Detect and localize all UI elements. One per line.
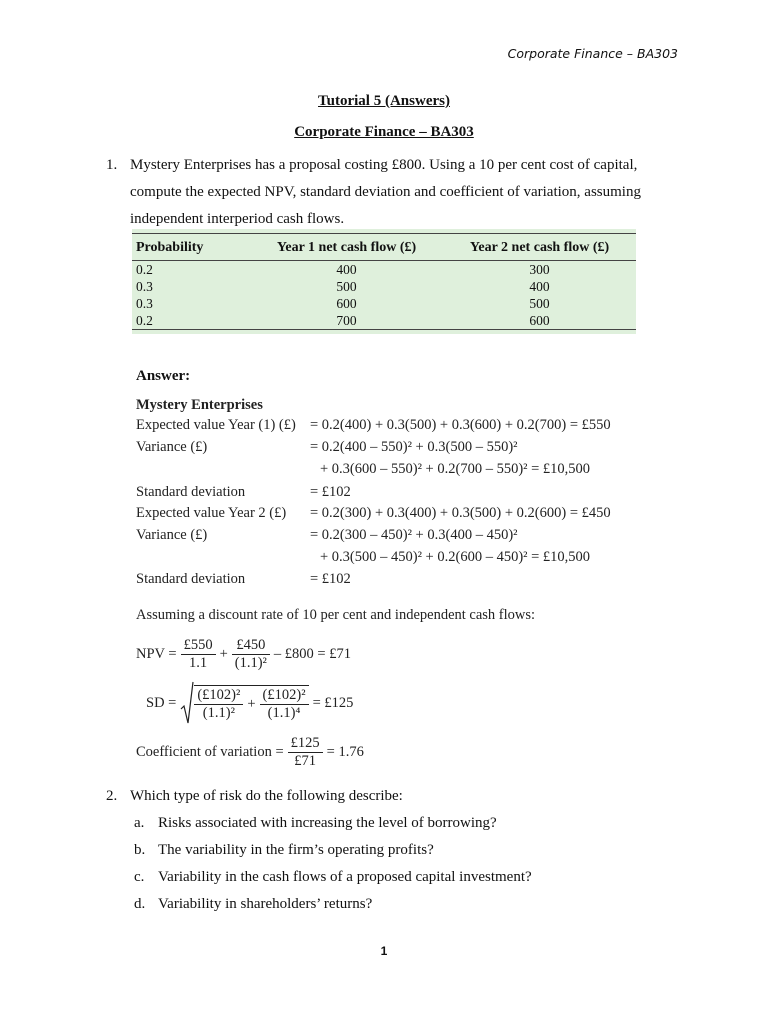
list-letter: b.: [134, 842, 146, 858]
sd2-value: = £102: [310, 571, 351, 587]
plus-sign: +: [219, 645, 228, 662]
table-cell: 0.2: [132, 312, 250, 330]
fraction: [232, 637, 270, 672]
denominator: 1.1: [189, 654, 208, 671]
numerator: £450: [232, 637, 270, 655]
table-cell: 500: [336, 278, 357, 294]
question-text: [130, 152, 650, 233]
table-row: [132, 261, 636, 279]
var2-label: Variance (£): [136, 527, 208, 543]
npv-result: – £800 = £71: [273, 645, 351, 662]
ev1-value: = 0.2(400) + 0.3(500) + 0.3(600) + 0.2(700) = £550: [310, 417, 611, 433]
question-line: compute the expected NPV, standard deviation and coefficient of variation, assuming: [130, 184, 641, 200]
table-cell: 0.3: [136, 295, 153, 311]
table-cell: 600: [336, 295, 357, 311]
cv-label: Coefficient of variation =: [136, 743, 284, 760]
var1-line-a: = 0.2(400 – 550)² + 0.3(500 – 550)²: [310, 439, 518, 455]
list-item: Risks associated with increasing the level of borrowing?: [158, 815, 497, 831]
page-number: 1: [380, 944, 388, 958]
numerator: (£102)²: [194, 687, 243, 705]
probability-table: [132, 229, 636, 334]
ev1-label: Expected value Year (1) (£): [136, 417, 296, 433]
denominator: £71: [294, 752, 317, 769]
numerator: (£102)²: [260, 687, 309, 705]
table-header: Year 1 net cash flow (£): [250, 234, 443, 261]
fraction: [194, 687, 243, 722]
solution-heading: Mystery Enterprises: [136, 397, 263, 413]
table-cell: 600: [443, 312, 636, 330]
question-number: 1.: [106, 157, 118, 173]
list-letter: a.: [134, 815, 145, 831]
sd1-label: Standard deviation: [136, 484, 246, 500]
table-cell: 700: [250, 312, 443, 330]
cv-formula: [136, 733, 364, 771]
var2-line-b: + 0.3(500 – 450)² + 0.2(600 – 450)² = £10,500: [320, 549, 591, 565]
npv-formula: [136, 635, 351, 673]
sd1-value: = £102: [310, 484, 351, 500]
fraction: [260, 687, 309, 722]
var2-line-a: = 0.2(300 – 450)² + 0.3(400 – 450)²: [310, 527, 518, 543]
sd-formula: [146, 680, 353, 726]
denominator: (1.1)⁴: [267, 704, 301, 721]
sd-result: = £125: [312, 694, 354, 711]
table-row: [132, 312, 636, 330]
table-cell: 300: [529, 261, 550, 277]
list-letter: c.: [134, 869, 145, 885]
plus-sign: +: [247, 695, 256, 712]
ev2-label: Expected value Year 2 (£): [136, 505, 287, 521]
answer-label: Answer:: [136, 368, 191, 384]
list-item: Variability in shareholders’ returns?: [158, 896, 373, 912]
fraction: [181, 637, 216, 672]
tutorial-title: Tutorial 5 (Answers): [318, 93, 450, 109]
var1-line-b: + 0.3(600 – 550)² + 0.2(700 – 550)² = £10,500: [320, 461, 591, 477]
table-row: [132, 295, 636, 312]
sd2-label: Standard deviation: [136, 571, 246, 587]
radical-icon: [180, 681, 194, 725]
table-cell: 400: [529, 278, 550, 294]
sd-label: SD =: [146, 694, 177, 711]
question-text: Which type of risk do the following describe:: [130, 788, 403, 804]
list-item: The variability in the firm’s operating profits?: [158, 842, 434, 858]
table-cell: 0.3: [136, 278, 153, 294]
assumption-text: Assuming a discount rate of 10 per cent and independent cash flows:: [136, 607, 536, 623]
denominator: (1.1)²: [202, 704, 235, 721]
numerator: £125: [288, 735, 323, 753]
course-title: Corporate Finance – BA303: [294, 124, 474, 140]
table-header: Probability: [132, 234, 250, 261]
square-root: [180, 681, 308, 725]
question-line: Mystery Enterprises has a proposal costing £800. Using a 10 per cent cost of capital,: [130, 157, 638, 173]
fraction: [288, 735, 323, 770]
question-line: independent interperiod cash flows.: [130, 211, 345, 227]
question-number: 2.: [106, 788, 118, 804]
cv-result: = 1.76: [326, 743, 364, 760]
list-item: Variability in the cash flows of a proposed capital investment?: [158, 869, 532, 885]
table-row: [132, 278, 636, 295]
numerator: £550: [181, 637, 216, 655]
table-cell: 500: [529, 295, 550, 311]
table-header: Year 2 net cash flow (£): [443, 234, 636, 261]
ev2-value: = 0.2(300) + 0.3(400) + 0.3(500) + 0.2(600) = £450: [310, 505, 611, 521]
radicand: [194, 685, 308, 722]
table-cell: 400: [336, 261, 357, 277]
var1-label: Variance (£): [136, 439, 208, 455]
table-cell: 0.2: [136, 261, 153, 277]
npv-label: NPV =: [136, 645, 177, 662]
denominator: (1.1)²: [234, 654, 267, 671]
list-letter: d.: [134, 896, 146, 912]
running-header: Corporate Finance – BA303: [507, 46, 678, 61]
